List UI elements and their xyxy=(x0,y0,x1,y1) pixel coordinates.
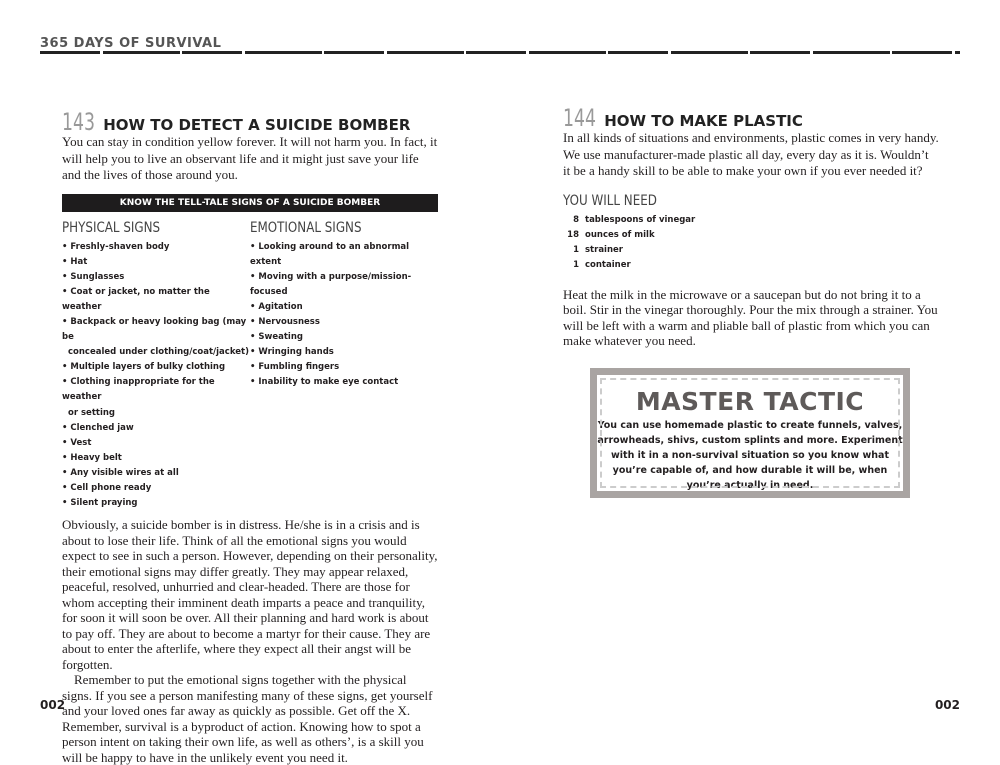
ingredient-name: container xyxy=(585,259,631,270)
list-item: • Inability to make eye contact xyxy=(250,377,399,388)
list-item: • Clothing inappropriate for the weather xyxy=(62,377,215,403)
entry-144 xyxy=(563,104,939,349)
list-item: • Vest xyxy=(62,437,92,448)
list-item: • Moving with a purpose/mission-focused xyxy=(250,271,412,297)
body-paragraph: Remember to put the emotional signs together with the physical signs. If you see a person manifesting many of these signs, get yourself and your loved ones far away as quickly as possible. Get off the X. Remember, survival is a byproduct of action. Knowing how to spot a person intent on taking their own life, as well as others’, is a skill you will be happy to have in the unlikely event you need it. xyxy=(62,672,433,765)
emotional-heading: EMOTIONAL SIGNS xyxy=(250,219,362,236)
ingredient-item xyxy=(563,243,939,258)
signs-banner: KNOW THE TELL-TALE SIGNS OF A SUICIDE BOMBER xyxy=(62,194,438,212)
header-rule xyxy=(40,51,960,54)
entry-number: 143 xyxy=(62,108,95,136)
list-item: • Clenched jaw xyxy=(62,422,134,433)
body-paragraph: Obviously, a suicide bomber is in distress. He/she is in a crisis and is about to lose their life. Think of all the emotional signs you would expect to see in such a person. However, depending on their personality, their emotional signs may differ greatly. They may appear relaxed, peaceful, resolved, unhurried and clear-headed. There are those for whom accepting their imminent death imparts a peace and tranquility, for soon it will soon be over. All their planning and hard work is about to pay off. They are about to become a martyr for their cause. They are about to enter the afterlife, where they expect all their angst will be forgotten. xyxy=(62,517,438,672)
list-item: • Backpack or heavy looking bag (may be xyxy=(62,316,247,343)
ingredient-qty: 1 xyxy=(573,259,579,270)
list-item: • Agitation xyxy=(250,301,303,312)
ingredient-name: tablespoons of vinegar xyxy=(585,214,696,225)
list-item: • Nervousness xyxy=(250,316,320,327)
list-item: • Any visible wires at all xyxy=(62,467,179,478)
entry-heading: HOW TO DETECT A SUICIDE BOMBER xyxy=(103,116,411,134)
intro-text: You can stay in condition yellow forever. It will not harm you. In fact, it will help you to live an observant life and it might just save your life and the lives of those around you. xyxy=(62,134,438,182)
need-heading: YOU WILL NEED xyxy=(563,192,657,209)
list-item: • Looking around to an abnormal extent xyxy=(250,241,410,267)
list-item: • Cell phone ready xyxy=(62,483,152,493)
body-paragraph: Heat the milk in the microwave or a saucepan but do not bring it to a boil. Stir in the vinegar thoroughly. Pour the mix through a strainer. You will be left with a warm and pliable ball of plastic from which you can make whatever you need. xyxy=(563,286,938,349)
entry-heading: HOW TO MAKE PLASTIC xyxy=(604,112,803,130)
list-item: • Fumbling fingers xyxy=(250,362,340,373)
ingredient-name: strainer xyxy=(585,244,623,255)
running-header: 365 DAYS OF SURVIVAL xyxy=(40,36,222,51)
list-item: • Silent praying xyxy=(62,498,138,509)
physical-heading: PHYSICAL SIGNS xyxy=(62,219,161,236)
ingredient-item xyxy=(563,228,939,243)
list-item: • Coat or jacket, no matter the weather xyxy=(62,286,210,312)
intro-text: In all kinds of situations and environments, plastic comes in very handy. We use manufacturer-made plastic all day, every day as it is. Wouldn’t it be a handy skill to be able to make your own if you ever needed it? xyxy=(563,130,939,178)
physical-signs xyxy=(62,220,250,512)
list-item: or setting xyxy=(68,407,115,418)
entry-title xyxy=(563,104,939,130)
ingredient-qty: 8 xyxy=(573,214,579,225)
ingredient-qty: 18 xyxy=(567,229,579,240)
tactic-heading: MASTER TACTIC xyxy=(635,387,865,416)
ingredient-item xyxy=(563,258,939,273)
list-item: concealed under clothing/coat/jacket) xyxy=(68,347,249,358)
ingredient-name: ounces of milk xyxy=(585,229,655,240)
page-number-left: 002 xyxy=(40,698,66,712)
list-item: • Sunglasses xyxy=(62,271,125,282)
entry-title xyxy=(62,108,438,134)
page-number-right: 002 xyxy=(934,698,960,712)
list-item: • Sweating xyxy=(250,332,303,343)
list-item: • Freshly-shaven body xyxy=(62,241,170,252)
list-item: • Heavy belt xyxy=(62,452,122,463)
list-item: • Multiple layers of bulky clothing xyxy=(62,362,226,373)
list-item: • Wringing hands xyxy=(250,347,334,358)
entry-number: 144 xyxy=(563,104,596,132)
ingredient-qty: 1 xyxy=(573,244,579,255)
ingredient-item xyxy=(563,213,939,228)
list-item: • Hat xyxy=(62,256,88,267)
master-tactic-box xyxy=(590,368,910,498)
entry-143 xyxy=(62,108,438,765)
tactic-text: You can use homemade plastic to create funnels, valves, arrowheads, shivs, custom splints and more. Experiment with it in a non-survival situation so you know what you’re capable of, and how durable it will be, when you’re actually in need. xyxy=(597,420,903,491)
emotional-signs xyxy=(250,220,438,512)
